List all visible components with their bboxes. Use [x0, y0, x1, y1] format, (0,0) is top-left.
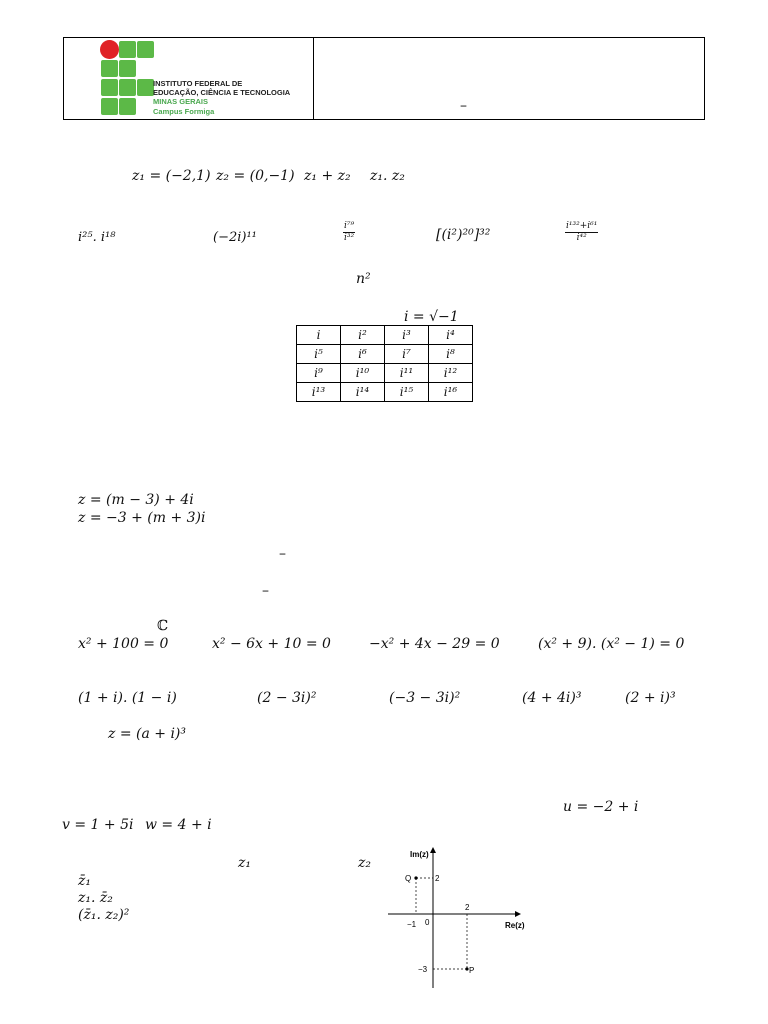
- q7-w: w = 4 + i: [145, 817, 212, 833]
- argand-diagram: [380, 842, 540, 992]
- y-axis-label: Im(z): [410, 850, 429, 859]
- tick-x-pos: 2: [465, 903, 470, 912]
- table-cell: i⁸: [429, 345, 473, 364]
- table-cell: i: [297, 326, 341, 345]
- table-cell: i⁴: [429, 326, 473, 345]
- point-q: [414, 876, 417, 879]
- table-cell: i¹⁴: [341, 383, 385, 402]
- logo-square: [101, 98, 118, 115]
- q5-equation: x² + 100 = 0: [78, 636, 169, 652]
- table-cell: i¹⁰: [341, 364, 385, 383]
- q6-expression: (1 + i). (1 − i): [78, 690, 177, 706]
- q8-item: (z̄₁. z₂)²: [78, 907, 130, 923]
- header-dash: –: [460, 98, 467, 114]
- q4-z-a: z = (m − 3) + 4i: [78, 492, 194, 508]
- table-cell: i³: [385, 326, 429, 345]
- q2-d: [(i²)²⁰]³²: [436, 227, 491, 243]
- q6-z-cube: z = (a + i)³: [108, 726, 186, 742]
- q5-equation: x² − 6x + 10 = 0: [212, 636, 331, 652]
- q8-z2-label: z₂: [358, 855, 371, 871]
- table-cell: i⁶: [341, 345, 385, 364]
- point-p-label: P: [469, 966, 475, 975]
- q1-z1: z₁ = (−2,1): [132, 168, 211, 184]
- q7-v: v = 1 + 5i: [62, 817, 134, 833]
- table-row: [297, 345, 473, 364]
- institution-line: MINAS GERAIS: [153, 97, 209, 107]
- logo-square: [119, 98, 136, 115]
- q2-b: (−2i)¹¹: [213, 230, 257, 245]
- q2-e: [565, 222, 598, 243]
- table-row: [297, 383, 473, 402]
- q2-a: i²⁵. i¹⁸: [78, 230, 116, 245]
- institution-line: Campus Formiga: [153, 106, 215, 116]
- logo-square: [119, 60, 136, 77]
- q8-item: z₁. z̄₂: [78, 890, 113, 906]
- logo-square: [101, 79, 118, 96]
- q6-expression: (−3 − 3i)²: [389, 690, 461, 706]
- q8-z1-label: z₁: [238, 855, 251, 871]
- tick-y-neg: −3: [418, 965, 428, 974]
- institution-line: EDUCAÇÃO, CIÊNCIA E TECNOLOGIA: [153, 88, 291, 98]
- institution-name: [153, 79, 290, 116]
- q6-expression: (2 − 3i)²: [257, 690, 317, 706]
- tick-x-neg: −1: [407, 920, 417, 929]
- q2-e-denominator: i⁴²: [576, 233, 587, 243]
- logo-square: [101, 60, 118, 77]
- logo-square: [137, 79, 154, 96]
- point-q-label: Q: [405, 874, 412, 883]
- table-cell: i²: [341, 326, 385, 345]
- table-cell: i¹¹: [385, 364, 429, 383]
- table-row: [297, 326, 473, 345]
- q3-i-definition: i = √−1: [404, 309, 459, 325]
- q7-u: u = −2 + i: [563, 799, 639, 815]
- origin-label: 0: [425, 918, 430, 927]
- q4-z-b: z = −3 + (m + 3)i: [78, 510, 206, 526]
- q5-equation: (x² + 9). (x² − 1) = 0: [538, 636, 685, 652]
- q1-product: z₁. z₂: [370, 168, 405, 184]
- q2-c-numerator: i⁷⁹: [344, 221, 355, 231]
- table-cell: i¹⁶: [429, 383, 473, 402]
- table-cell: i¹²: [429, 364, 473, 383]
- q8-item: z̄₁: [78, 873, 91, 889]
- q1-z2: z₂ = (0,−1): [216, 168, 295, 184]
- q5-equation: −x² + 4x − 29 = 0: [369, 636, 500, 652]
- q3-n-squared: n²: [356, 271, 371, 287]
- q2-e-numerator: i¹³²+i⁶¹: [566, 221, 598, 231]
- q2-c-denominator: i³²: [344, 233, 355, 243]
- table-cell: i¹⁵: [385, 383, 429, 402]
- complex-set-symbol: ℂ: [157, 618, 169, 634]
- q6-expression: (4 + 4i)³: [522, 690, 582, 706]
- tick-y-pos: 2: [435, 874, 440, 883]
- table-cell: i⁹: [297, 364, 341, 383]
- logo-square: [119, 79, 136, 96]
- logo-red-dot: [100, 40, 119, 59]
- q1-sum: z₁ + z₂: [304, 168, 351, 184]
- q2-c: [343, 222, 355, 243]
- logo-square: [119, 41, 136, 58]
- q4-dash: –: [262, 583, 269, 599]
- institution-line: INSTITUTO FEDERAL DE: [153, 79, 243, 88]
- q6-expression: (2 + i)³: [625, 690, 676, 706]
- table-cell: i⁵: [297, 345, 341, 364]
- table-cell: i⁷: [385, 345, 429, 364]
- q4-dash: –: [279, 546, 286, 562]
- table-cell: i¹³: [297, 383, 341, 402]
- header-divider: [313, 38, 314, 119]
- table-row: [297, 364, 473, 383]
- powers-of-i-table: [296, 325, 473, 402]
- logo-square: [137, 41, 154, 58]
- x-axis-label: Re(z): [505, 921, 525, 930]
